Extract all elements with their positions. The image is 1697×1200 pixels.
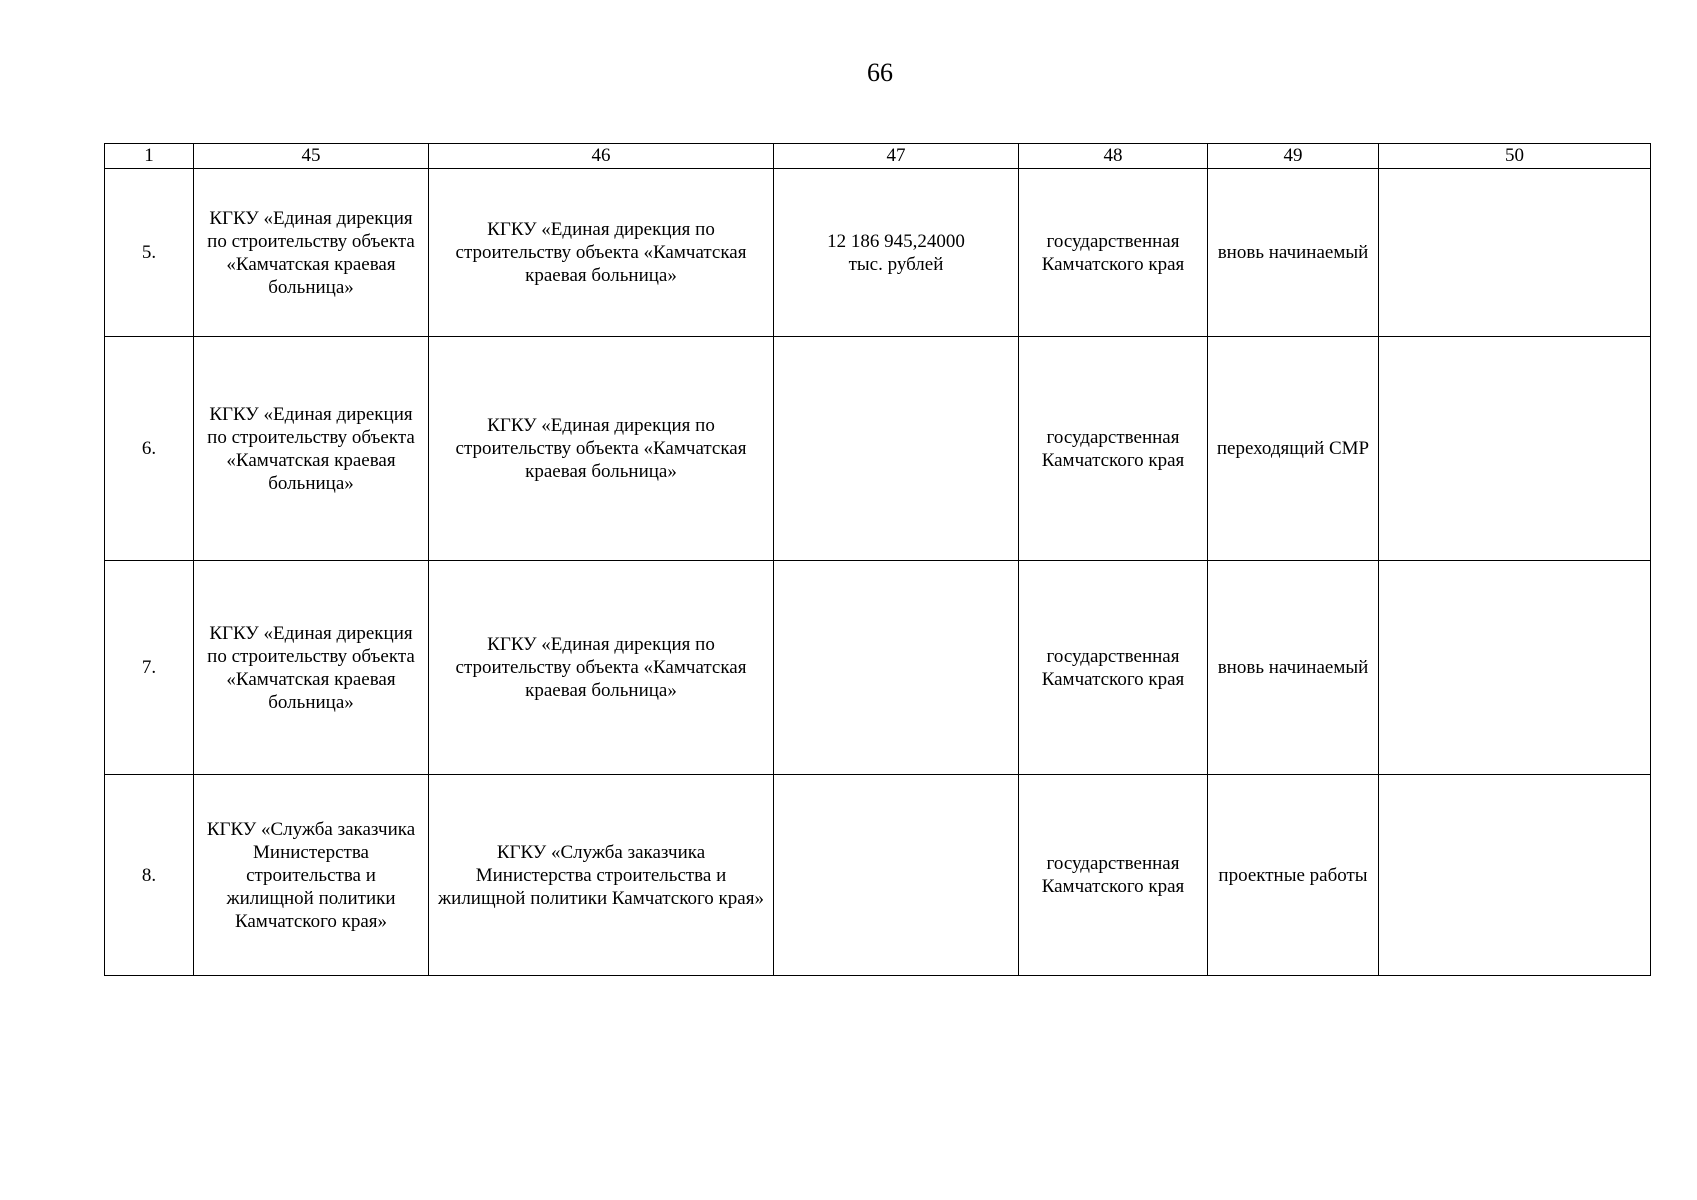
col49-cell: проектные работы xyxy=(1208,775,1379,976)
column-header-1: 1 xyxy=(105,144,194,169)
col50-cell xyxy=(1379,169,1651,337)
page-number: 66 xyxy=(867,58,893,87)
col45-cell: КГКУ «Единая дирекция по строительству объекта «Камчатская краевая больница» xyxy=(194,169,429,337)
row-number-cell: 6. xyxy=(105,337,194,561)
table-row xyxy=(105,169,1651,337)
col48-cell: государственная Камчатского края xyxy=(1019,169,1208,337)
table-row xyxy=(105,775,1651,976)
col47-cell xyxy=(774,775,1019,976)
row-number-cell: 7. xyxy=(105,561,194,775)
row-number-cell: 5. xyxy=(105,169,194,337)
col47-unit: тыс. рублей xyxy=(848,253,944,275)
col49-cell: вновь начинаемый xyxy=(1208,561,1379,775)
col48-cell: государственная Камчатского края xyxy=(1019,775,1208,976)
col48-cell: государственная Камчатского края xyxy=(1019,561,1208,775)
col47-cell xyxy=(774,337,1019,561)
col49-cell: переходящий СМР xyxy=(1208,337,1379,561)
col45-cell: КГКУ «Единая дирекция по строительству объекта «Камчатская краевая больница» xyxy=(194,337,429,561)
col46-cell: КГКУ «Единая дирекция по строительству объекта «Камчатская краевая больница» xyxy=(429,169,774,337)
data-table xyxy=(104,143,1651,976)
col50-cell xyxy=(1379,337,1651,561)
col46-cell: КГКУ «Единая дирекция по строительству объекта «Камчатская краевая больница» xyxy=(429,561,774,775)
table-row xyxy=(105,561,1651,775)
column-header-49: 49 xyxy=(1208,144,1379,169)
col46-cell: КГКУ «Служба заказчика Министерства строительства и жилищной политики Камчатского края» xyxy=(429,775,774,976)
col48-cell: государственная Камчатского края xyxy=(1019,337,1208,561)
table-row xyxy=(105,337,1651,561)
col47-amount: 12 186 945,24000 xyxy=(827,230,965,252)
column-header-48: 48 xyxy=(1019,144,1208,169)
col45-cell: КГКУ «Служба заказчика Министерства строительства и жилищной политики Камчатского края» xyxy=(194,775,429,976)
column-header-45: 45 xyxy=(194,144,429,169)
col50-cell xyxy=(1379,775,1651,976)
col49-cell: вновь начинаемый xyxy=(1208,169,1379,337)
column-header-47: 47 xyxy=(774,144,1019,169)
column-header-46: 46 xyxy=(429,144,774,169)
header-row xyxy=(105,144,1651,169)
column-header-50: 50 xyxy=(1379,144,1651,169)
col50-cell xyxy=(1379,561,1651,775)
col47-cell xyxy=(774,561,1019,775)
row-number-cell: 8. xyxy=(105,775,194,976)
col45-cell: КГКУ «Единая дирекция по строительству объекта «Камчатская краевая больница» xyxy=(194,561,429,775)
col46-cell: КГКУ «Единая дирекция по строительству объекта «Камчатская краевая больница» xyxy=(429,337,774,561)
col47-cell xyxy=(774,169,1019,337)
